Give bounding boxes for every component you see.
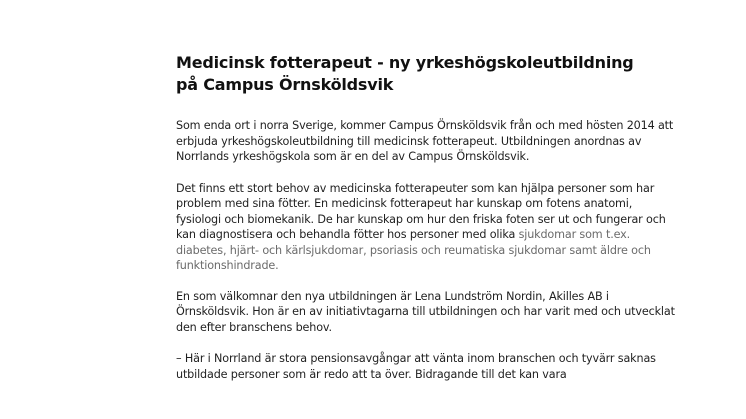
paragraph-quote: – Här i Norrland är stora pensionsavgångar att vänta inom branschen och tyvärr saknas utbildade personer som är redo att ta över. Bidragande till det kan vara xyxy=(176,352,656,381)
paragraph-intro: Som enda ort i norra Sverige, kommer Campus Örnsköldsvik från och med hösten 2014 att erbjuda yrkeshögskoleutbildning till medicinsk fotterapeut. Utbildningen anordnas av Norrlands yrkeshögskola som är en del av Campus Örnsköldsvik. xyxy=(176,119,674,163)
paragraph-welcome: En som välkomnar den nya utbildningen är Lena Lundström Nordin, Akilles AB i Örnsköldsvik. Hon är en av initiativtagarna till utbildningen och har varit med och utvecklat den efter branschens behov. xyxy=(176,289,675,334)
paragraph-need-highlight: sjukdomar som t.ex. diabetes, hjärt- och kärlsjukdomar, psoriasis och reumatiska sjukdomar samt äldre och funktionshindrade. xyxy=(176,228,651,272)
document-title xyxy=(176,52,676,96)
paragraph-need-text: Det finns ett stort behov av medicinska fotterapeuter som kan hjälpa personer som har problem med sina fötter. En medicinsk fotterapeut har kunskap om fotens anatomi, fysiologi och biomekanik. De har kunskap om hur den friska foten ser ut och fungerar och kan diagnostisera och behandla fötter hos personer med olika xyxy=(176,181,666,241)
title-line-2: på Campus Örnsköldsvik xyxy=(176,75,394,94)
paragraph-need xyxy=(176,181,676,274)
document-page xyxy=(176,52,676,382)
title-line-1: Medicinsk fotterapeut - ny yrkeshögskoleutbildning xyxy=(176,53,634,72)
